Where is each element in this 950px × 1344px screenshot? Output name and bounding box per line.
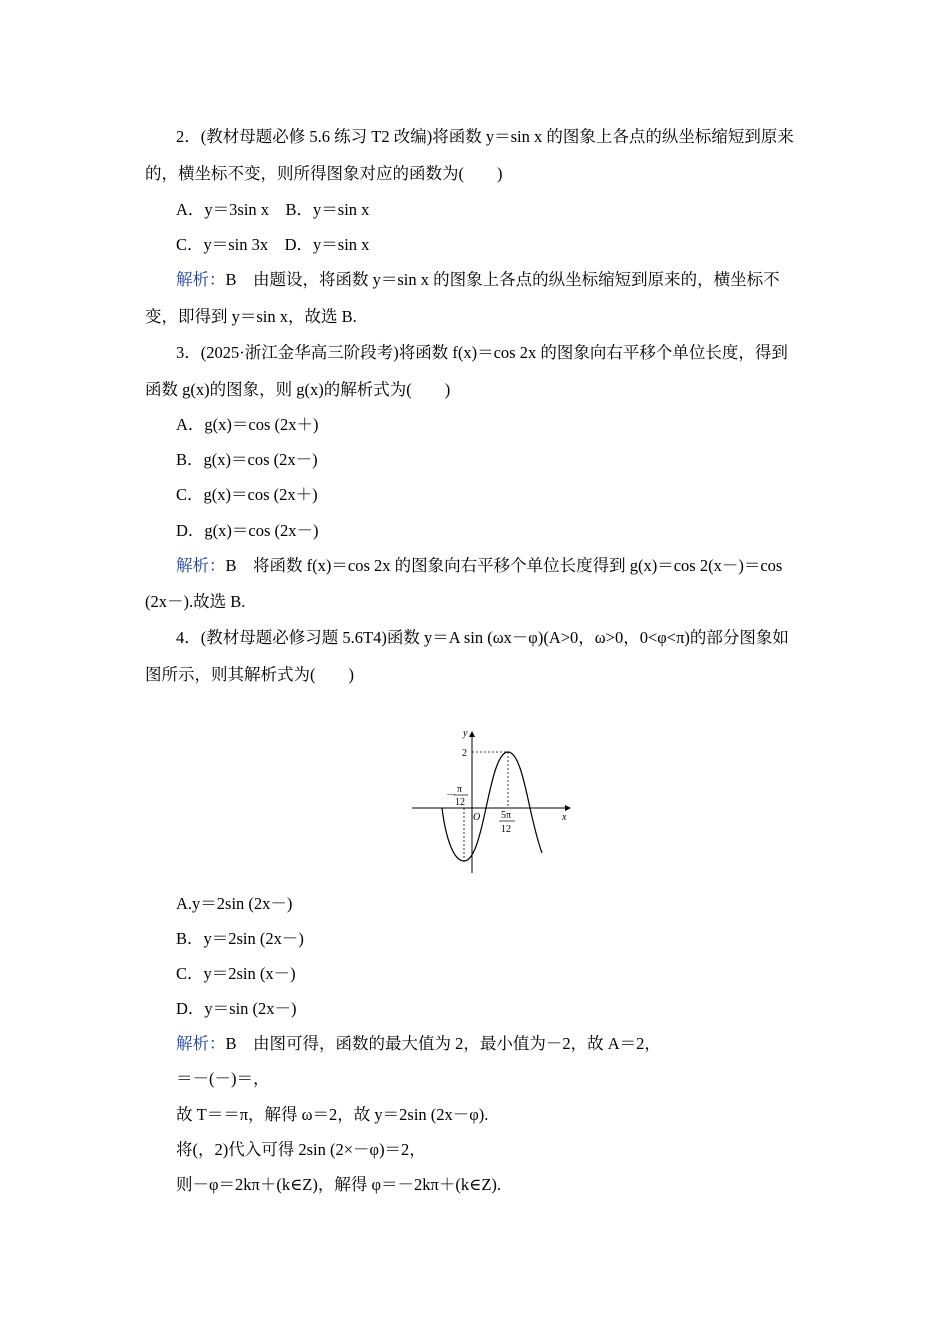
- line-8: 函数 g(x)的图象，则 g(x)的解析式为( ): [145, 380, 451, 399]
- line-22: ＝－(－)＝，: [176, 1069, 270, 1088]
- line-19: C．y＝2sin (x－): [176, 964, 296, 983]
- line-12: D．g(x)＝cos (2x－): [176, 521, 319, 540]
- line-9: A．g(x)＝cos (2x＋): [176, 415, 319, 434]
- analysis-label: 解析：: [176, 270, 226, 289]
- function-graph: [410, 728, 575, 878]
- line-24: 将(，2)代入可得 2sin (2×－φ)＝2，: [176, 1140, 426, 1159]
- line-17: A.y＝2sin (2x－): [176, 894, 293, 913]
- line-13-text: B 将函数 f(x)＝cos 2x 的图象向右平移个单位长度得到 g(x)＝cos 2(x－)＝cos: [225, 556, 783, 575]
- line-18: B．y＝2sin (2x－): [176, 929, 304, 948]
- y-axis-label: y: [463, 728, 468, 739]
- line-10: B．g(x)＝cos (2x－): [176, 450, 318, 469]
- line-21: [176, 1033, 661, 1055]
- line-4: C．y＝sin 3x D．y＝sin x: [176, 235, 370, 254]
- line-11: C．g(x)＝cos (2x＋): [176, 485, 318, 504]
- line-20: D．y＝sin (2x－): [176, 999, 297, 1018]
- origin-label: O: [473, 812, 481, 823]
- analysis-label: 解析：: [176, 1034, 226, 1053]
- line-13: [176, 555, 782, 577]
- line-2: 的，横坐标不变，则所得图象对应的函数为( ): [145, 164, 503, 183]
- left-tick-numerator: π: [457, 784, 463, 795]
- line-16: 图所示，则其解析式为( ): [145, 665, 354, 684]
- left-tick-sign: －: [446, 790, 456, 801]
- line-7: 3．(2025·浙江金华高三阶段考)将函数 f(x)＝cos 2x 的图象向右平移个单位长度，得到: [176, 343, 788, 362]
- right-tick-numerator: 5π: [501, 810, 512, 821]
- line-21-text: B 由图可得，函数的最大值为 2，最小值为－2，故 A＝2，: [225, 1034, 661, 1053]
- left-tick-denominator: 12: [455, 797, 465, 808]
- line-3: A．y＝3sin x B．y＝sin x: [176, 200, 370, 219]
- line-5-text: B 由题设，将函数 y＝sin x 的图象上各点的纵坐标缩短到原来的，横坐标不: [225, 270, 780, 289]
- line-6: 变，即得到 y＝sin x，故选 B.: [145, 307, 357, 326]
- right-tick-denominator: 12: [501, 824, 511, 835]
- x-axis-label: x: [562, 812, 567, 823]
- line-15: 4．(教材母题必修习题 5.6T4)函数 y＝A sin (ωx－φ)(A>0，ω>0，0<φ<π)的部分图象如: [176, 628, 789, 647]
- line-14: (2x－).故选 B.: [145, 592, 246, 611]
- max-value-label: 2: [462, 748, 467, 759]
- analysis-label: 解析：: [176, 556, 226, 575]
- line-23: 故 T＝＝π，解得 ω＝2，故 y＝2sin (2x－φ).: [176, 1105, 489, 1124]
- line-5: [176, 269, 780, 291]
- line-1: 2．(教材母题必修 5.6 练习 T2 改编)将函数 y＝sin x 的图象上各点的纵坐标缩短到原来: [176, 127, 794, 146]
- line-25: 则－φ＝2kπ＋(k∈Z)，解得 φ＝－2kπ＋(k∈Z).: [176, 1175, 502, 1194]
